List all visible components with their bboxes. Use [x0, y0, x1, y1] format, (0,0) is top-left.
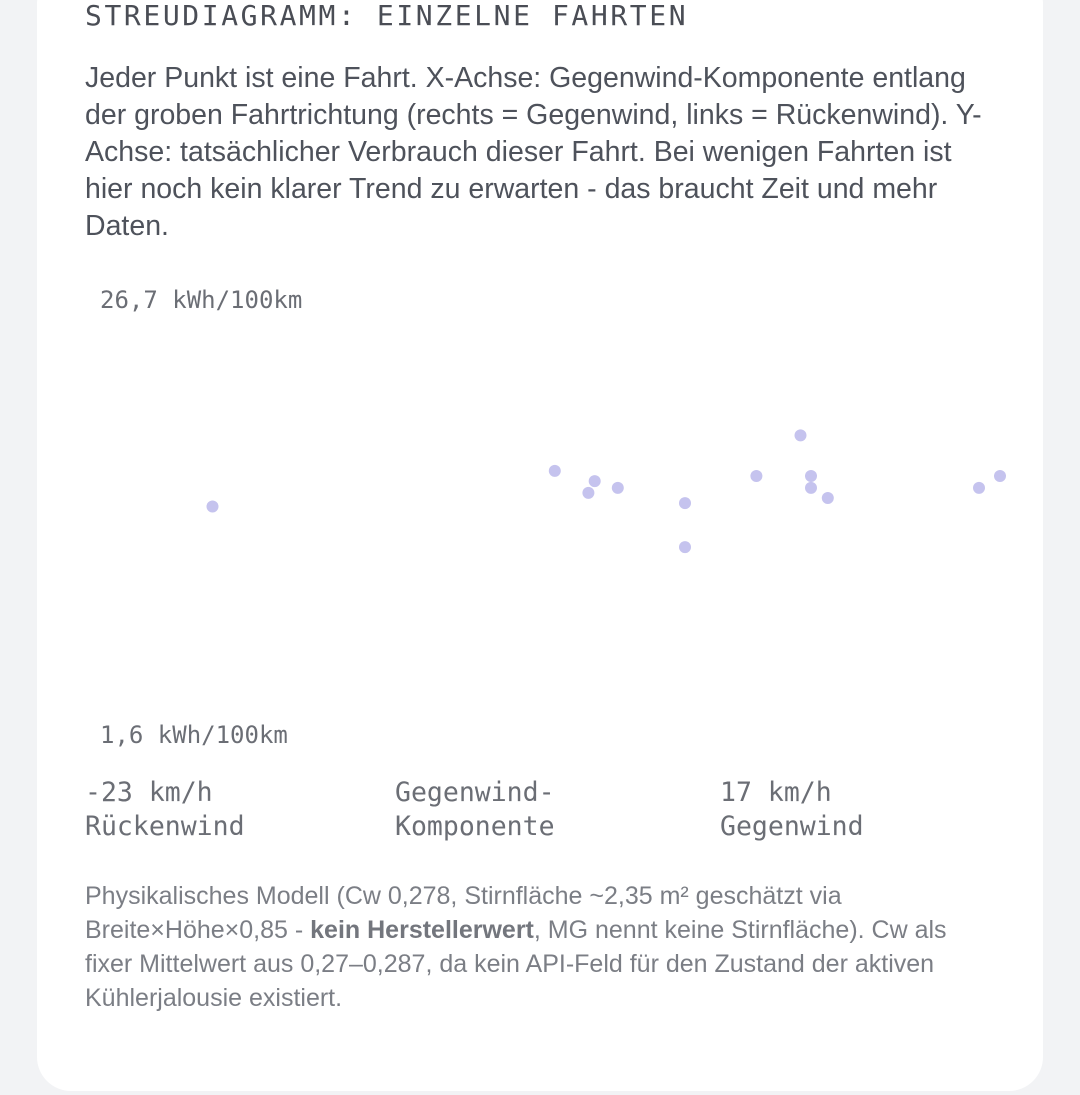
chart-heading: STREUDIAGRAMM: EINZELNE FAHRTEN — [85, 0, 689, 32]
x-axis-max-value: 17 km/h — [720, 777, 832, 808]
x-axis-min-value: -23 km/h — [85, 777, 213, 808]
x-axis-title — [395, 776, 555, 844]
y-axis-max-label: 26,7 kWh/100km — [100, 286, 303, 314]
scatter-point-6 — [679, 497, 691, 509]
scatter-point-3 — [589, 475, 601, 487]
x-axis-min-label — [85, 776, 245, 844]
footnote-emphasis: kein Herstellerwert — [310, 916, 534, 944]
scatter-point-14 — [994, 470, 1006, 482]
scatter-point-1 — [207, 501, 219, 513]
scatter-point-2 — [549, 465, 561, 477]
scatter-point-11 — [805, 482, 817, 494]
scatter-point-13 — [973, 482, 985, 494]
scatter-point-4 — [582, 487, 594, 499]
y-axis-min-label: 1,6 kWh/100km — [100, 721, 288, 749]
x-axis-title-line1: Gegenwind- — [395, 777, 555, 808]
scatter-point-8 — [750, 470, 762, 482]
scatter-point-12 — [822, 492, 834, 504]
chart-description: Jeder Punkt ist eine Fahrt. X-Achse: Gegenwind-Komponente entlang der groben Fahrtrichtung (rechts = Gegenwind, links = Rückenwind). Y-Achse: tatsächlicher Verbrauch dieser Fahrt. Bei wenigen Fahrten ist hier noch kein klarer Trend zu erwarten - das braucht Zeit und mehr Daten. — [85, 62, 982, 242]
x-axis-title-line2: Komponente — [395, 811, 555, 842]
x-axis-max-caption: Gegenwind — [720, 811, 864, 842]
scatter-point-7 — [679, 541, 691, 553]
footnote-text-1: Physikalisches Modell (Cw 0,278, Stirnfläche ~2,35 m² geschätzt via Breite×Höhe×0,85 - — [85, 882, 842, 944]
footnote-text-2: , MG nennt keine Stirnfläche). Cw als fixer Mittelwert aus 0,27–0,287, da kein API-Feld für den Zustand der aktiven Kühlerjalousie existiert. — [85, 916, 947, 1012]
scatter-point-5 — [612, 482, 624, 494]
x-axis-max-label — [720, 776, 864, 844]
scatter-point-9 — [795, 429, 807, 441]
x-axis-min-caption: Rückenwind — [85, 811, 245, 842]
model-footnote — [85, 879, 1000, 1015]
scatter-point-10 — [805, 470, 817, 482]
